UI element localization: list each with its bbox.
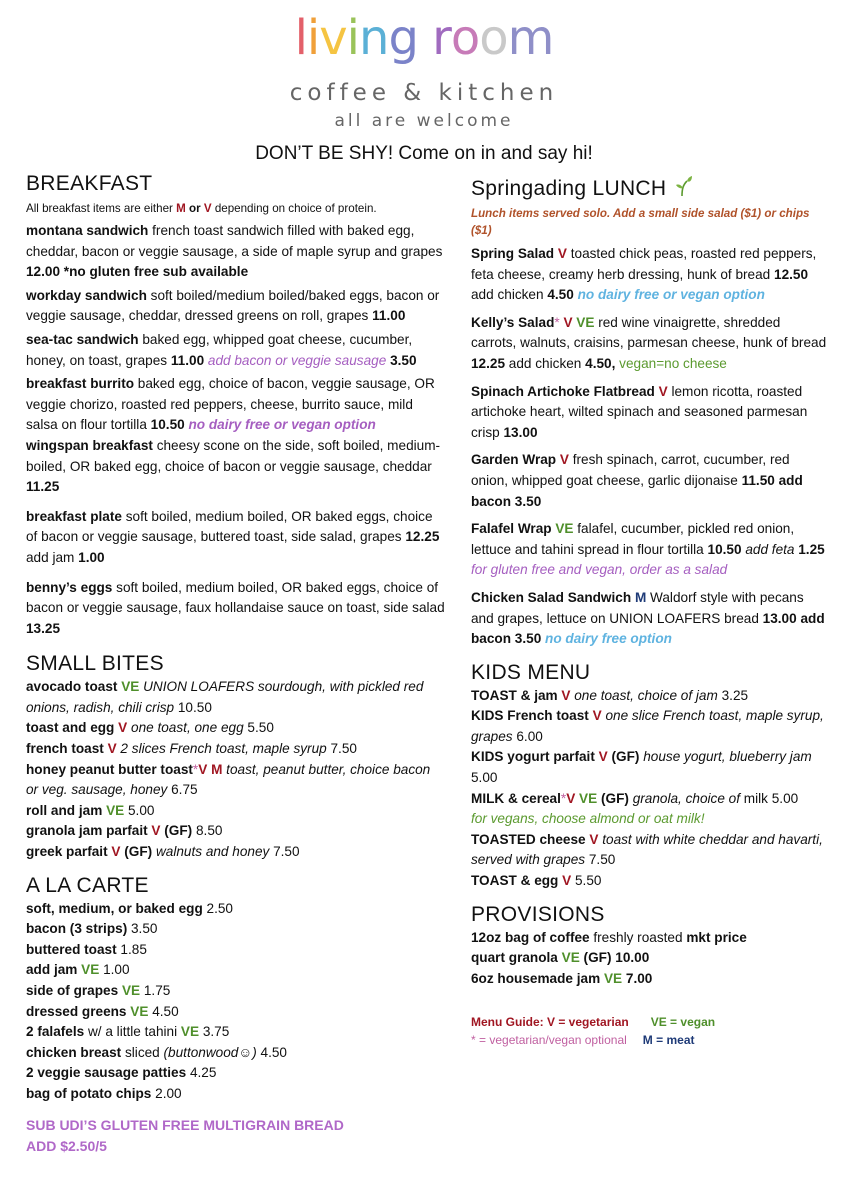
left-column	[26, 171, 446, 1157]
logo-letter: n	[359, 10, 389, 66]
menu-item-kids-french-toast: KIDS French toast V one slice French toast, maple syrup, grapes 6.00	[471, 708, 824, 744]
breakfast-heading: BREAKFAST	[26, 172, 153, 195]
menu-item-roll-and-jam: roll and jam VE 5.00	[26, 802, 155, 818]
menu-item-dressed-greens: dressed greens VE 4.50	[26, 1003, 179, 1019]
menu-item-kellys-salad: Kelly’s Salad* V VE red wine vinaigrette, shredded carrots, walnuts, craisins, parmesan cheese, hunk of bread 12.25 add chicken 4.50, vegan=no cheese	[471, 314, 827, 371]
a-la-carte-heading: A LA CARTE	[26, 873, 149, 897]
menu-item-bennys-eggs: benny’s eggs soft boiled, medium boiled, OR baked eggs, choice of bacon or veggie sausage, faux hollandaise sauce on toast, side salad 13.25	[26, 579, 445, 636]
gluten-free-note: SUB UDI’S GLUTEN FREE MULTIGRAIN BREAD ADD $2.50/5	[26, 1116, 344, 1154]
welcome-tagline: DON’T BE SHY! Come on in and say hi!	[255, 143, 593, 164]
menu-item-toasted-cheese: TOASTED cheese V toast with white cheddar and havarti, served with grapes 7.50	[471, 831, 823, 868]
small-bites-heading: SMALL BITES	[26, 652, 164, 676]
menu-item-side-of-grapes: side of grapes VE 1.75	[26, 983, 171, 998]
menu-item-toast-and-egg-kids: TOAST & egg V 5.50	[471, 873, 602, 889]
menu-item-garden-wrap: Garden Wrap V fresh spinach, carrot, cucumber, red onion, whipped goat cheese, garlic dijonaise 11.50 add bacon 3.50	[471, 452, 803, 509]
menu-item-granola-jam-parfait: granola jam parfait V (GF) 8.50	[26, 823, 223, 839]
menu-item-falafel-wrap: Falafel Wrap VE falafel, cucumber, pickled red onion, lettuce and tahini spread in flour tortilla 10.50 add feta 1.25 for gluten free and vegan, order as a salad	[471, 521, 825, 578]
menu-item-avocado-toast: avocado toast VE UNION LOAFERS sourdough, with pickled red onions, radish, chili crisp 10.50	[26, 679, 424, 715]
kids-heading: KIDS MENU	[471, 660, 591, 684]
logo-letter: i	[306, 10, 320, 66]
logo-letter: i	[346, 10, 360, 66]
logo-letter: v	[319, 10, 347, 66]
menu-item-spinach-artichoke-flatbread: Spinach Artichoke Flatbread V lemon ricotta, roasted artichoke heart, wilted spinach and seasoned parmesan crisp 13.00	[471, 383, 808, 440]
logo-tagline: all are welcome	[334, 111, 514, 131]
menu-item-greek-parfait: greek parfait V (GF) walnuts and honey 7.50	[26, 844, 300, 860]
logo-letter: r	[432, 10, 451, 66]
menu-item-coffee-bag: 12oz bag of coffee freshly roasted mkt price	[471, 929, 747, 945]
menu-item-housemade-jam: 6oz housemade jam VE 7.00	[471, 970, 653, 986]
logo-letter: o	[450, 10, 480, 66]
menu-item-workday-sandwich: workday sandwich soft boiled/medium boiled/baked eggs, bacon or veggie sausage, cheddar, dressed greens on roll, grapes 11.00	[26, 287, 440, 324]
sprout-icon	[673, 175, 693, 197]
logo-letter: l	[294, 10, 307, 66]
right-column	[471, 175, 827, 1049]
menu-item-milk-cereal: MILK & cereal*V VE (GF) granola, choice of milk 5.00 for vegans, choose almond or oat milk!	[471, 790, 799, 827]
menu-item-honey-peanut-butter-toast: honey peanut butter toast*V M toast, peanut butter, choice bacon or veg. sausage, honey 6.75	[26, 761, 431, 798]
menu-item-kids-toast-jam: TOAST & jam V one toast, choice of jam 3.25	[471, 687, 749, 703]
menu-item-french-toast: french toast V 2 slices French toast, maple syrup 7.50	[26, 741, 357, 757]
logo-letter	[418, 14, 432, 62]
menu-item-bacon: bacon (3 strips) 3.50	[26, 921, 158, 937]
menu-item-egg: soft, medium, or baked egg 2.50	[26, 900, 233, 916]
menu-item-breakfast-burrito: breakfast burrito baked egg, choice of bacon, veggie sausage, OR veggie chorizo, roasted red peppers, cheese, burrito sauce, mild salsa on flour tortilla 10.50 no dairy free or vegan option	[26, 376, 435, 433]
menu-item-spring-salad: Spring Salad V toasted chick peas, roasted red peppers, feta cheese, creamy herb dressing, hunk of bread 12.50 add chicken 4.50 no dairy free or vegan option	[471, 246, 817, 303]
menu-item-add-jam: add jam VE 1.00	[26, 962, 130, 978]
menu-item-breakfast-plate: breakfast plate soft boiled, medium boiled, OR baked eggs, choice of bacon or veggie sausage, buttered toast, side salad, grapes 12.25 add jam 1.00	[26, 508, 440, 565]
menu-item-falafels: 2 falafels w/ a little tahini VE 3.75	[26, 1024, 230, 1040]
menu-item-sea-tac-sandwich: sea-tac sandwich baked egg, whipped goat cheese, cucumber, honey, on toast, grapes 11.00 add bacon or veggie sausage 3.50	[26, 331, 417, 368]
menu-item-toast-and-egg: toast and egg V one toast, one egg 5.50	[26, 720, 274, 736]
menu-item-veggie-sausage-patties: 2 veggie sausage patties 4.25	[26, 1065, 217, 1081]
logo-letter: m	[507, 10, 554, 66]
menu-item-wingspan-breakfast: wingspan breakfast cheesy scone on the side, soft boiled, medium-boiled, OR baked egg, choice of bacon or veggie sausage, cheddar 11.25	[26, 437, 441, 495]
lunch-heading: Springading LUNCH	[471, 175, 827, 202]
menu-item-buttered-toast: buttered toast 1.85	[26, 941, 147, 957]
logo-letter: g	[388, 10, 418, 66]
menu-item-potato-chips: bag of potato chips 2.00	[26, 1085, 182, 1101]
menu-item-montana-sandwich: montana sandwich french toast sandwich filled with baked egg, cheddar, bacon or veggie sausage, a side of maple syrup and grapes 12.00 *no gluten free sub available	[26, 223, 443, 280]
menu-item-chicken-salad-sandwich: Chicken Salad Sandwich M Waldorf style with pecans and grapes, lettuce on UNION LOAFERS bread 13.00 add bacon 3.50 no dairy free option	[471, 589, 825, 647]
menu-guide: Menu Guide: V = vegetarian VE = vegan * = vegetarian/vegan optional M = meat	[471, 1015, 716, 1048]
breakfast-note: All breakfast items are either M or V depending on choice of protein.	[26, 202, 377, 215]
menu-item-quart-granola: quart granola VE (GF) 10.00	[471, 950, 650, 966]
provisions-heading: PROVISIONS	[471, 902, 605, 926]
logo-letter: o	[479, 10, 508, 66]
menu-item-chicken-breast: chicken breast sliced (buttonwood☺) 4.50	[26, 1044, 287, 1060]
logo-subtitle: coffee & kitchen	[289, 80, 559, 106]
menu-item-kids-yogurt-parfait: KIDS yogurt parfait V (GF) house yogurt, blueberry jam 5.00	[471, 749, 812, 786]
lunch-note: Lunch items served solo. Add a small side salad ($1) or chips ($1)	[471, 207, 810, 237]
logo-wordmark	[0, 10, 848, 66]
